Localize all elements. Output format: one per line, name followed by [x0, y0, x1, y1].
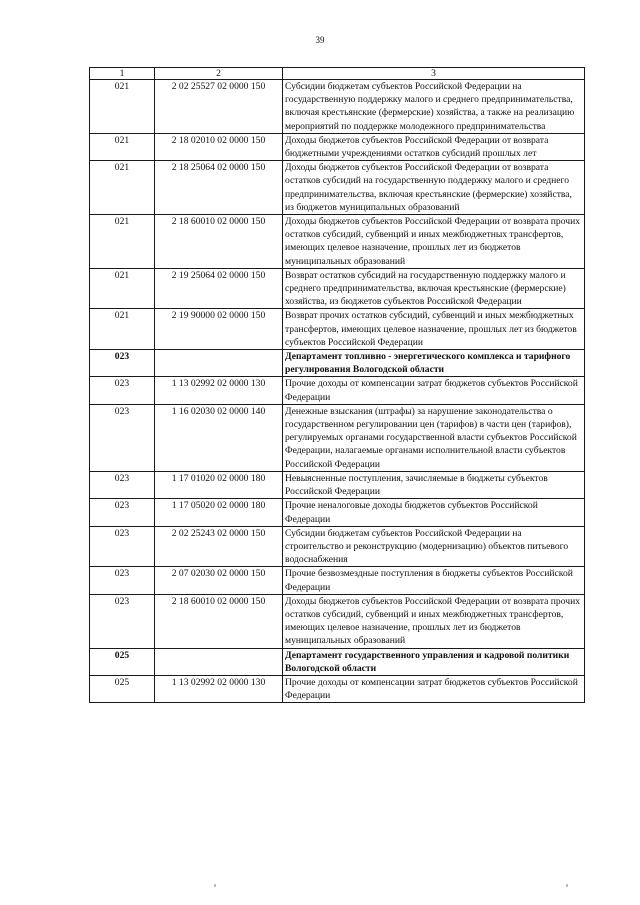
budget-code-cell: 1 13 02992 02 0000 130 [155, 377, 283, 404]
budget-code-cell: 2 18 60010 02 0000 150 [155, 215, 283, 269]
admin-code-cell: 023 [90, 594, 155, 648]
admin-code-cell: 021 [90, 215, 155, 269]
admin-code-cell: 023 [90, 377, 155, 404]
description-cell: Департамент топливно - энергетического комплекса и тарифного регулирования Вологодской области [283, 350, 585, 377]
budget-code-cell: 1 16 02030 02 0000 140 [155, 404, 283, 471]
table-row [90, 215, 585, 269]
admin-code-cell: 023 [90, 526, 155, 567]
budget-code-cell: 2 02 25527 02 0000 150 [155, 80, 283, 134]
budget-code-cell: 1 17 05020 02 0000 180 [155, 499, 283, 526]
table-row [90, 594, 585, 648]
department-row [90, 350, 585, 377]
budget-code-cell: 2 18 60010 02 0000 150 [155, 594, 283, 648]
budget-code-cell: 2 07 02030 02 0000 150 [155, 567, 283, 594]
admin-code-cell: 023 [90, 404, 155, 471]
table-row [90, 268, 585, 309]
header-col-2: 2 [155, 68, 283, 80]
table-row [90, 161, 585, 215]
page-number: 39 [315, 35, 325, 45]
table-row [90, 404, 585, 471]
scan-mark [214, 884, 216, 887]
admin-code-cell: 021 [90, 80, 155, 134]
table-row [90, 80, 585, 134]
description-cell: Прочие безвозмездные поступления в бюджеты субъектов Российской Федерации [283, 567, 585, 594]
description-cell: Прочие доходы от компенсации затрат бюджетов субъектов Российской Федерации [283, 675, 585, 702]
budget-code-cell [155, 350, 283, 377]
table-row [90, 499, 585, 526]
header-row [90, 68, 585, 80]
description-cell: Возврат остатков субсидий на государственную поддержку малого и среднего предпринимательства, включая крестьянские (фермерские) хозяйства, из бюджетов субъектов Российской Федерации [283, 268, 585, 309]
admin-code-cell: 021 [90, 309, 155, 350]
description-cell: Прочие доходы от компенсации затрат бюджетов субъектов Российской Федерации [283, 377, 585, 404]
budget-code-cell: 2 19 25064 02 0000 150 [155, 268, 283, 309]
admin-code-cell: 021 [90, 268, 155, 309]
header-col-3: 3 [283, 68, 585, 80]
table-row [90, 567, 585, 594]
budget-code-cell: 2 19 90000 02 0000 150 [155, 309, 283, 350]
admin-code-cell: 023 [90, 471, 155, 498]
description-cell: Невыясненные поступления, зачисляемые в бюджеты субъектов Российской Федерации [283, 471, 585, 498]
budget-code-cell: 2 18 25064 02 0000 150 [155, 161, 283, 215]
admin-code-cell: 025 [90, 675, 155, 702]
description-cell: Прочие неналоговые доходы бюджетов субъектов Российской Федерации [283, 499, 585, 526]
budget-code-cell: 2 02 25243 02 0000 150 [155, 526, 283, 567]
header-col-1: 1 [90, 68, 155, 80]
department-row [90, 648, 585, 675]
admin-code-cell: 023 [90, 350, 155, 377]
description-cell: Доходы бюджетов субъектов Российской Федерации от возврата бюджетными учреждениями остатков субсидий прошлых лет [283, 133, 585, 160]
budget-code-cell: 2 18 02010 02 0000 150 [155, 133, 283, 160]
budget-code-cell [155, 648, 283, 675]
admin-code-cell: 021 [90, 133, 155, 160]
table-row [90, 377, 585, 404]
description-cell: Субсидии бюджетам субъектов Российской Федерации на государственную поддержку малого и среднего предпринимательства, включая крестьянские (фермерские) хозяйства, а также на реализацию мероприятий по поддержке молодежного предпринимательства [283, 80, 585, 134]
description-cell: Возврат прочих остатков субсидий, субвенций и иных межбюджетных трансфертов, имеющих целевое назначение, прошлых лет из бюджетов субъектов Российской Федерации [283, 309, 585, 350]
table-row [90, 471, 585, 498]
admin-code-cell: 025 [90, 648, 155, 675]
table-row [90, 133, 585, 160]
budget-code-cell: 1 17 01020 02 0000 180 [155, 471, 283, 498]
description-cell: Департамент государственного управления и кадровой политики Вологодской области [283, 648, 585, 675]
description-cell: Денежные взыскания (штрафы) за нарушение законодательства о государственном регулировании цен (тарифов) в части цен (тарифов), регулируемых органами государственной власти субъектов Российской Федерации, налагаемые органами исполнительной власти субъектов Российской Федерации [283, 404, 585, 471]
admin-code-cell: 023 [90, 567, 155, 594]
table-row [90, 309, 585, 350]
description-cell: Доходы бюджетов субъектов Российской Федерации от возврата прочих остатков субсидий, субвенций и иных межбюджетных трансфертов, имеющих целевое назначение, прошлых лет из бюджетов муниципальных образований [283, 594, 585, 648]
table-row [90, 675, 585, 702]
description-cell: Доходы бюджетов субъектов Российской Федерации от возврата остатков субсидий на государственную поддержку малого и среднего предпринимательства, включая крестьянские (фермерские) хозяйства, из бюджетов муниципальных образований [283, 161, 585, 215]
budget-code-cell: 1 13 02992 02 0000 130 [155, 675, 283, 702]
scan-mark [566, 884, 568, 887]
revenue-codes-table [89, 67, 585, 703]
table-body [90, 80, 585, 703]
admin-code-cell: 021 [90, 161, 155, 215]
table-header [90, 68, 585, 80]
admin-code-cell: 023 [90, 499, 155, 526]
table-row [90, 526, 585, 567]
description-cell: Доходы бюджетов субъектов Российской Федерации от возврата прочих остатков субсидий, субвенций и иных межбюджетных трансфертов, имеющих целевое назначение, прошлых лет из бюджетов муниципальных образований [283, 215, 585, 269]
description-cell: Субсидии бюджетам субъектов Российской Федерации на строительство и реконструкцию (модернизацию) объектов питьевого водоснабжения [283, 526, 585, 567]
